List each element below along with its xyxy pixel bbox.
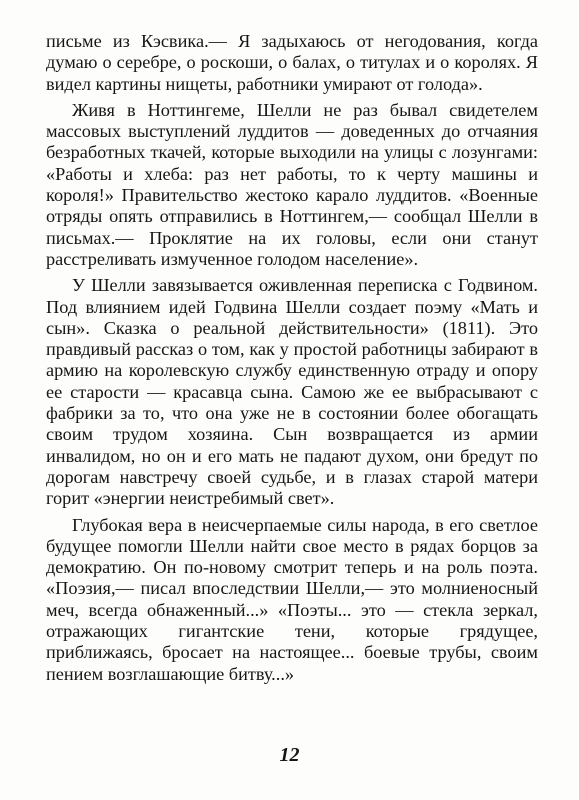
paragraph-3: У Шелли завязывается оживленная переписка с Годвином. Под влиянием идей Годвина Шелли создает поэму «Мать и сын». Сказка о реальной действительности» (1811). Это правдивый рассказ о том, как у простой работницы забирают в армию на королевскую службу единственную отраду и опору ее старости — красавца сына. Самою же ее выбрасывают с фабрики за то, что она уже не в состоянии более обогащать своим трудом хозяина. Сын возвращается из армии инвалидом, но он и его мать не падают духом, они бредут по дорогам навстречу своей судьбе, и в глазах старой матери горит «энергии неистребимый свет». bbox=[46, 275, 538, 509]
paragraph-2: Живя в Ноттингеме, Шелли не раз бывал свидетелем массовых выступлений луддитов — доведенных до отчаяния безработных ткачей, которые выходили на улицы с лозунгами: «Работы и хлеба: раз нет работы, то к черту машины и короля!» Правительство жестоко карало луддитов. «Военные отряды опять отправились в Ноттингем,— сообщал Шелли в письмах.— Проклятие на их головы, если они станут расстреливать измученное голодом население». bbox=[46, 99, 538, 269]
page-number: 12 bbox=[279, 744, 300, 766]
paragraph-4: Глубокая вера в неисчерпаемые силы народа, в его светлое будущее помогли Шелли найти свое место в рядах борцов за демократию. Он по-новому смотрит теперь и на роль поэта. «Поэзия,— писал впоследствии Шелли,— это молниеносный меч, всегда обнаженный...» «Поэты... это — стекла зеркал, отражающих гигантские тени, которые грядущее, приближаясь, бросает на настоящее... боевые трубы, своим пением возглашающие битву...» bbox=[46, 514, 538, 684]
body-text bbox=[46, 31, 538, 685]
paragraph-1: письме из Кэсвика.— Я задыхаюсь от негодования, когда думаю о серебре, о роскоши, о балах, о титулах и о королях. Я видел картины нищеты, работники умирают от голода». bbox=[46, 31, 538, 94]
